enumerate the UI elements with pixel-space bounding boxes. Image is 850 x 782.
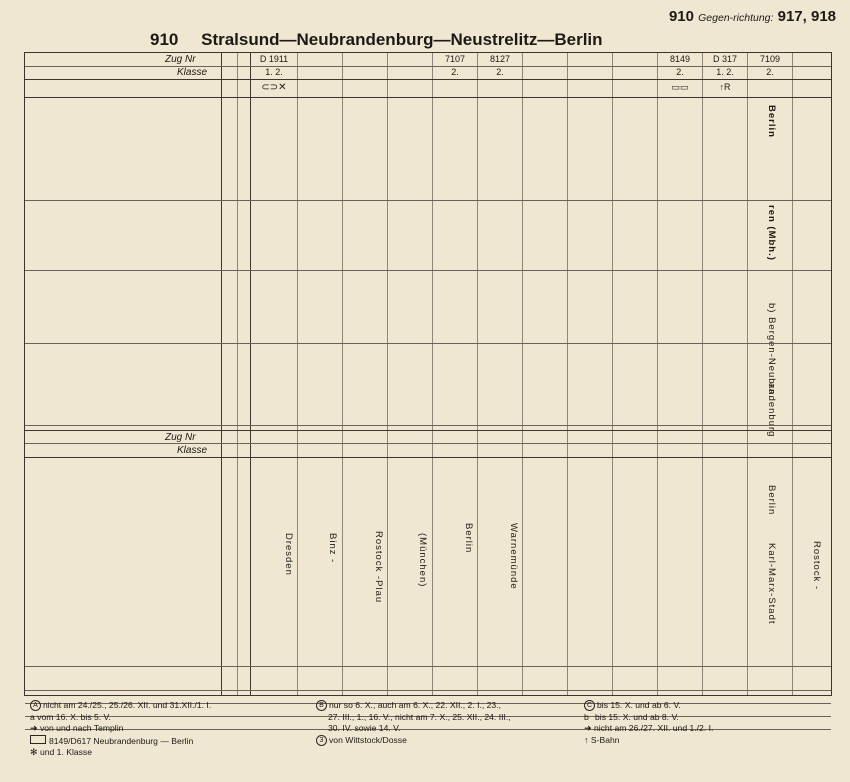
grid-hline	[25, 666, 831, 667]
grid-hline	[25, 690, 831, 691]
train-number: 7107	[444, 54, 466, 64]
table-row	[25, 637, 831, 649]
block1-klasse-label: Klasse	[177, 67, 208, 78]
grid-hline	[25, 457, 831, 458]
table-row	[25, 101, 831, 113]
footnote-line	[316, 723, 566, 735]
table-number: 910	[150, 30, 179, 49]
footnote-text: bis 15. X. und ab 8. V.	[595, 711, 679, 722]
train-number: 8127	[489, 54, 511, 64]
footnote-line	[30, 712, 298, 724]
table-row	[25, 230, 831, 242]
table-row	[25, 183, 831, 195]
table-row	[25, 370, 831, 382]
footnote-text: von und nach Templin	[39, 723, 124, 734]
footnote-text: a vom 16. X. bis 5. V.	[30, 711, 111, 722]
footnote-line	[30, 723, 298, 735]
label-karl-marx-stadt: Karl-Marx-Stadt	[766, 543, 777, 625]
table-row	[25, 206, 831, 218]
footnote-line: b bis 15. X. und ab 8. V.	[584, 711, 679, 722]
sleeper-icon: ↑R	[719, 82, 731, 92]
grid-hline	[25, 425, 831, 426]
table-row	[25, 160, 831, 172]
table-row	[25, 394, 831, 406]
table-row	[25, 241, 831, 253]
label-dresden: Dresden	[283, 533, 294, 576]
table-row	[25, 578, 831, 590]
grid-hline	[25, 79, 831, 80]
table-row	[25, 277, 831, 289]
table-row	[25, 625, 831, 637]
footnote-text: und 1. Klasse	[39, 747, 93, 758]
s-bahn-icon: ↑	[584, 734, 589, 745]
block2-zugnr-label: Zug Nr	[165, 432, 196, 443]
table-row	[25, 601, 831, 613]
table-row	[25, 473, 831, 485]
header-right-number-2: 917, 918	[777, 8, 836, 25]
footnote-column-1	[30, 700, 298, 759]
symbol-C-icon: C	[584, 700, 595, 711]
grid-hline	[25, 430, 831, 431]
footnote-line	[316, 712, 566, 724]
block2-klasse-label: Klasse	[177, 445, 208, 456]
block1-zugnr-label: Zug Nr	[165, 54, 196, 65]
table-row	[25, 253, 831, 265]
table-row	[25, 312, 831, 324]
table-row	[25, 590, 831, 602]
bus-icon: ▭▭	[671, 82, 689, 92]
symbol-B-icon: B	[316, 700, 327, 711]
table-row	[25, 405, 831, 417]
star-icon: ✻	[30, 747, 38, 758]
route-title: Stralsund—Neubrandenburg—Neustrelitz—Berlin	[201, 30, 603, 49]
table-row	[25, 508, 831, 520]
train-class: 2.	[676, 67, 684, 77]
table-row	[25, 531, 831, 543]
table-row	[25, 323, 831, 335]
table-row	[25, 566, 831, 578]
train-number: 8149	[669, 54, 691, 64]
restaurant-car-icon: ⊂⊃✕	[261, 82, 287, 93]
table-row	[25, 672, 831, 684]
grid-hline	[25, 200, 831, 201]
footnote-column-2	[316, 700, 566, 746]
bus-box-icon	[30, 735, 46, 744]
header-right-direction-label: Gegen-richtung:	[698, 12, 774, 24]
grid-hline	[25, 443, 831, 444]
table-row	[25, 335, 831, 347]
footnote-line	[30, 735, 298, 748]
page-header	[0, 4, 850, 48]
train-number: 7109	[759, 54, 781, 64]
table-row	[25, 347, 831, 359]
table-row	[25, 648, 831, 660]
page-title	[150, 30, 603, 50]
footnote-column-3	[584, 700, 824, 746]
footnote-line	[30, 747, 298, 759]
footnote-text: S-Bahn	[590, 734, 620, 745]
footnote-text: 27. III., 1., 16. V., nicht am 7. X., 25. XII., 24. III.,	[328, 711, 511, 722]
footnote-text: von Wittstock/Dosse	[329, 734, 407, 745]
right-route-berlin: Berlin	[766, 105, 777, 138]
grid-hline	[25, 343, 831, 344]
table-row	[25, 124, 831, 136]
table-row	[25, 496, 831, 508]
table-row	[25, 300, 831, 312]
table-row	[25, 218, 831, 230]
table-row	[25, 555, 831, 567]
footnote-text: nicht am 24./25., 25./26. XII. und 31.XII./1. I.	[43, 700, 212, 710]
table-row	[25, 382, 831, 394]
footnote-line	[316, 735, 566, 747]
footnote-line	[584, 723, 824, 735]
grid-hline	[25, 97, 831, 98]
table-row	[25, 543, 831, 555]
footnote-text: 8149/D617 Neubrandenburg — Berlin	[49, 735, 194, 746]
label-binz: Binz -	[327, 533, 338, 564]
footnote-text: nicht am 26./27. XII. und 1./2. I.	[593, 723, 714, 734]
symbol-A-icon: A	[30, 700, 41, 711]
arrow-icon: ➜	[584, 723, 592, 734]
label-rostock-plau: Rostock -Plau	[373, 531, 384, 604]
label-rostock-right: Rostock -	[811, 541, 822, 591]
footnote-line	[316, 700, 566, 712]
train-number: D 317	[712, 54, 738, 64]
footnote-line	[584, 735, 824, 747]
right-route-ren: ren (Mbh.)	[766, 205, 777, 261]
train-class: 2.	[496, 67, 504, 77]
table-row	[25, 484, 831, 496]
table-row	[25, 136, 831, 148]
table-row	[25, 520, 831, 532]
label-berlin-right: Berlin	[766, 485, 777, 516]
table-row	[25, 171, 831, 183]
label-berlin: Berlin	[463, 523, 474, 554]
footnote-text: bis 15. X. und ab 6. V.	[597, 700, 681, 710]
train-number: D 1911	[259, 54, 289, 64]
arrow-icon: ➜	[30, 723, 38, 734]
train-class: 2.	[451, 67, 459, 77]
footnote-line	[584, 700, 824, 712]
table-row	[25, 288, 831, 300]
footnotes	[24, 700, 830, 778]
label-warnemuende: Warnemünde	[508, 523, 519, 590]
grid-hline	[25, 270, 831, 271]
footnote-text: nur so 6. X., auch am 6. X., 22. XII., 2. I., 23.,	[329, 700, 501, 710]
train-class: 1. 2.	[716, 67, 734, 77]
label-muenchen: (München)	[417, 533, 428, 588]
footnote-line	[30, 700, 298, 712]
right-route-andenburg: andenburg	[766, 383, 777, 438]
header-right-number-1: 910	[668, 8, 694, 25]
timetable-frame	[24, 52, 832, 696]
table-row	[25, 613, 831, 625]
train-class: 2.	[766, 67, 774, 77]
train-class: 1. 2.	[265, 67, 283, 77]
table-row	[25, 461, 831, 473]
symbol-3-icon: 3	[316, 735, 327, 746]
footnote-text: 30. IV. sowie 14. V.	[328, 723, 401, 734]
table-row	[25, 148, 831, 160]
right-route-bergen: b) Bergen-Neubra.	[766, 303, 777, 399]
table-row	[25, 358, 831, 370]
table-row	[25, 113, 831, 125]
header-right-line	[669, 8, 836, 25]
